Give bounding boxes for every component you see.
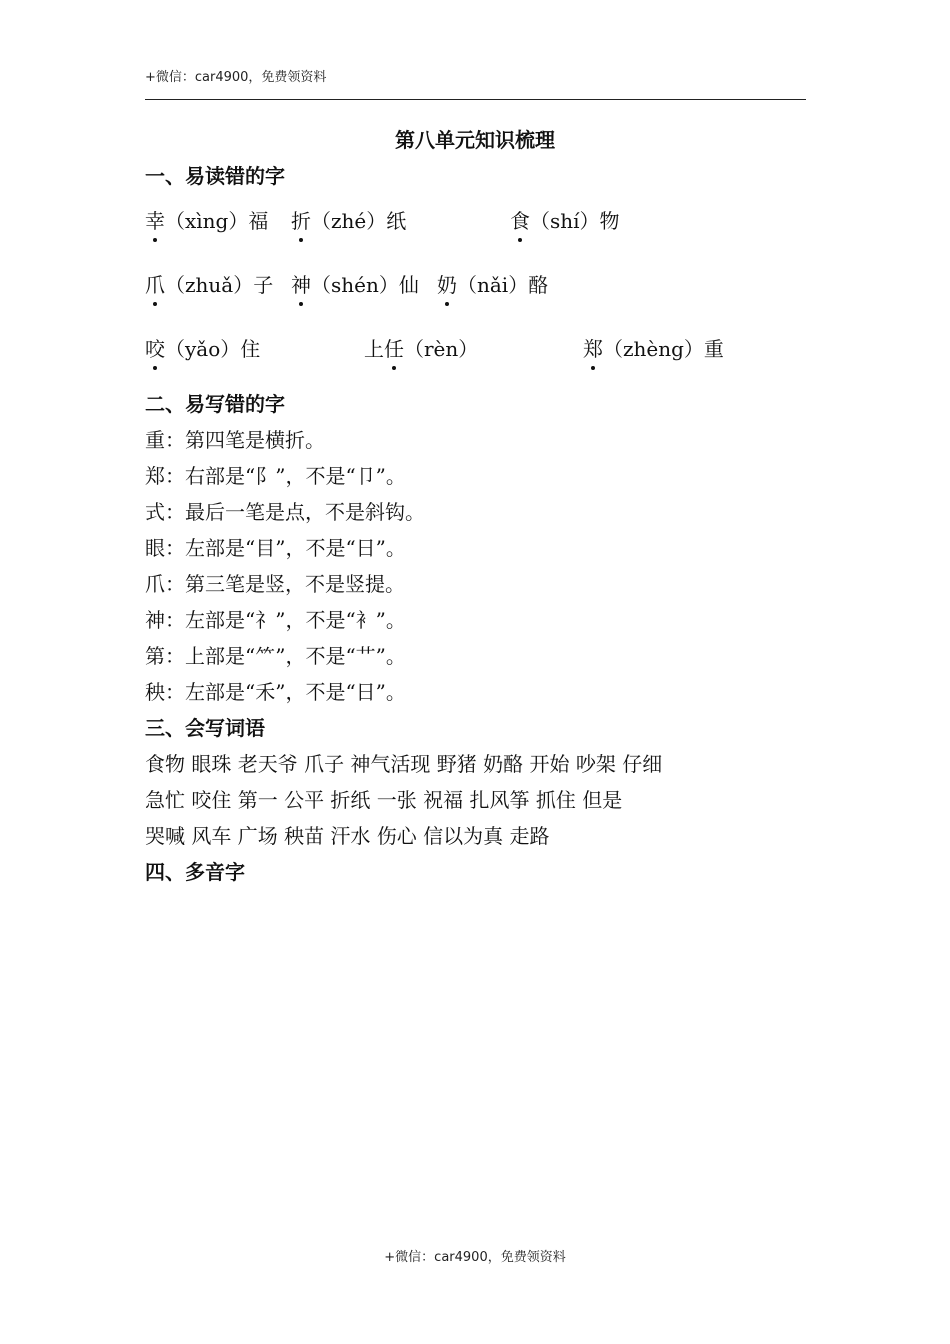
miswritten-line: 爪：第三笔是竖，不是竖提。 xyxy=(145,572,405,596)
vocabulary-line: 哭喊 风车 广场 秧苗 汗水 伤心 信以为真 走路 xyxy=(145,824,550,848)
header-divider xyxy=(145,99,806,100)
miswritten-line: 神：左部是“礻”，不是“衤”。 xyxy=(145,608,406,632)
pron-item: 咬（yǎo）住 xyxy=(145,333,260,362)
pron-item: 上任（rèn） xyxy=(364,333,478,362)
dotted-char: 郑 xyxy=(583,333,603,362)
miswritten-line: 秧：左部是“禾”，不是“日”。 xyxy=(145,680,406,704)
dotted-char: 爪 xyxy=(145,269,165,298)
dotted-char: 咬 xyxy=(145,333,165,362)
pron-item: 幸（xìng）福 xyxy=(145,205,268,234)
page-header: +微信：car4900，免费领资料 xyxy=(145,70,327,85)
vocabulary-line: 急忙 咬住 第一 公平 折纸 一张 祝福 扎风筝 抓住 但是 xyxy=(145,788,623,812)
pron-item: 神（shén）仙 xyxy=(291,269,419,298)
miswritten-line: 第：上部是“⺮”，不是“艹”。 xyxy=(145,644,406,668)
dotted-char: 折 xyxy=(291,205,311,234)
dotted-char: 食 xyxy=(510,205,530,234)
dotted-char: 任 xyxy=(384,333,404,362)
miswritten-line: 眼：左部是“目”，不是“日”。 xyxy=(145,536,406,560)
section-heading-misread: 一、易读错的字 xyxy=(145,164,285,188)
miswritten-line: 重：第四笔是横折。 xyxy=(145,428,325,452)
pron-item: 爪（zhuǎ）子 xyxy=(145,269,273,298)
pron-item: 折（zhé）纸 xyxy=(291,205,406,234)
pron-item: 奶（nǎi）酪 xyxy=(437,269,548,298)
pron-item: 食（shí）物 xyxy=(510,205,620,234)
dotted-char: 幸 xyxy=(145,205,165,234)
section-heading-miswritten: 二、易写错的字 xyxy=(145,392,285,416)
dotted-char: 奶 xyxy=(437,269,457,298)
miswritten-line: 郑：右部是“阝”，不是“卩”。 xyxy=(145,464,406,488)
section-heading-polyphonic: 四、多音字 xyxy=(145,860,245,884)
miswritten-line: 式：最后一笔是点，不是斜钩。 xyxy=(145,500,425,524)
dotted-char: 神 xyxy=(291,269,311,298)
vocabulary-line: 食物 眼珠 老天爷 爪子 神气活现 野猪 奶酪 开始 吵架 仔细 xyxy=(145,752,663,776)
section-heading-vocabulary: 三、会写词语 xyxy=(145,716,265,740)
pron-item: 郑（zhèng）重 xyxy=(583,333,724,362)
page-footer: +微信：car4900，免费领资料 xyxy=(384,1250,566,1265)
document-title: 第八单元知识梳理 xyxy=(395,128,555,152)
